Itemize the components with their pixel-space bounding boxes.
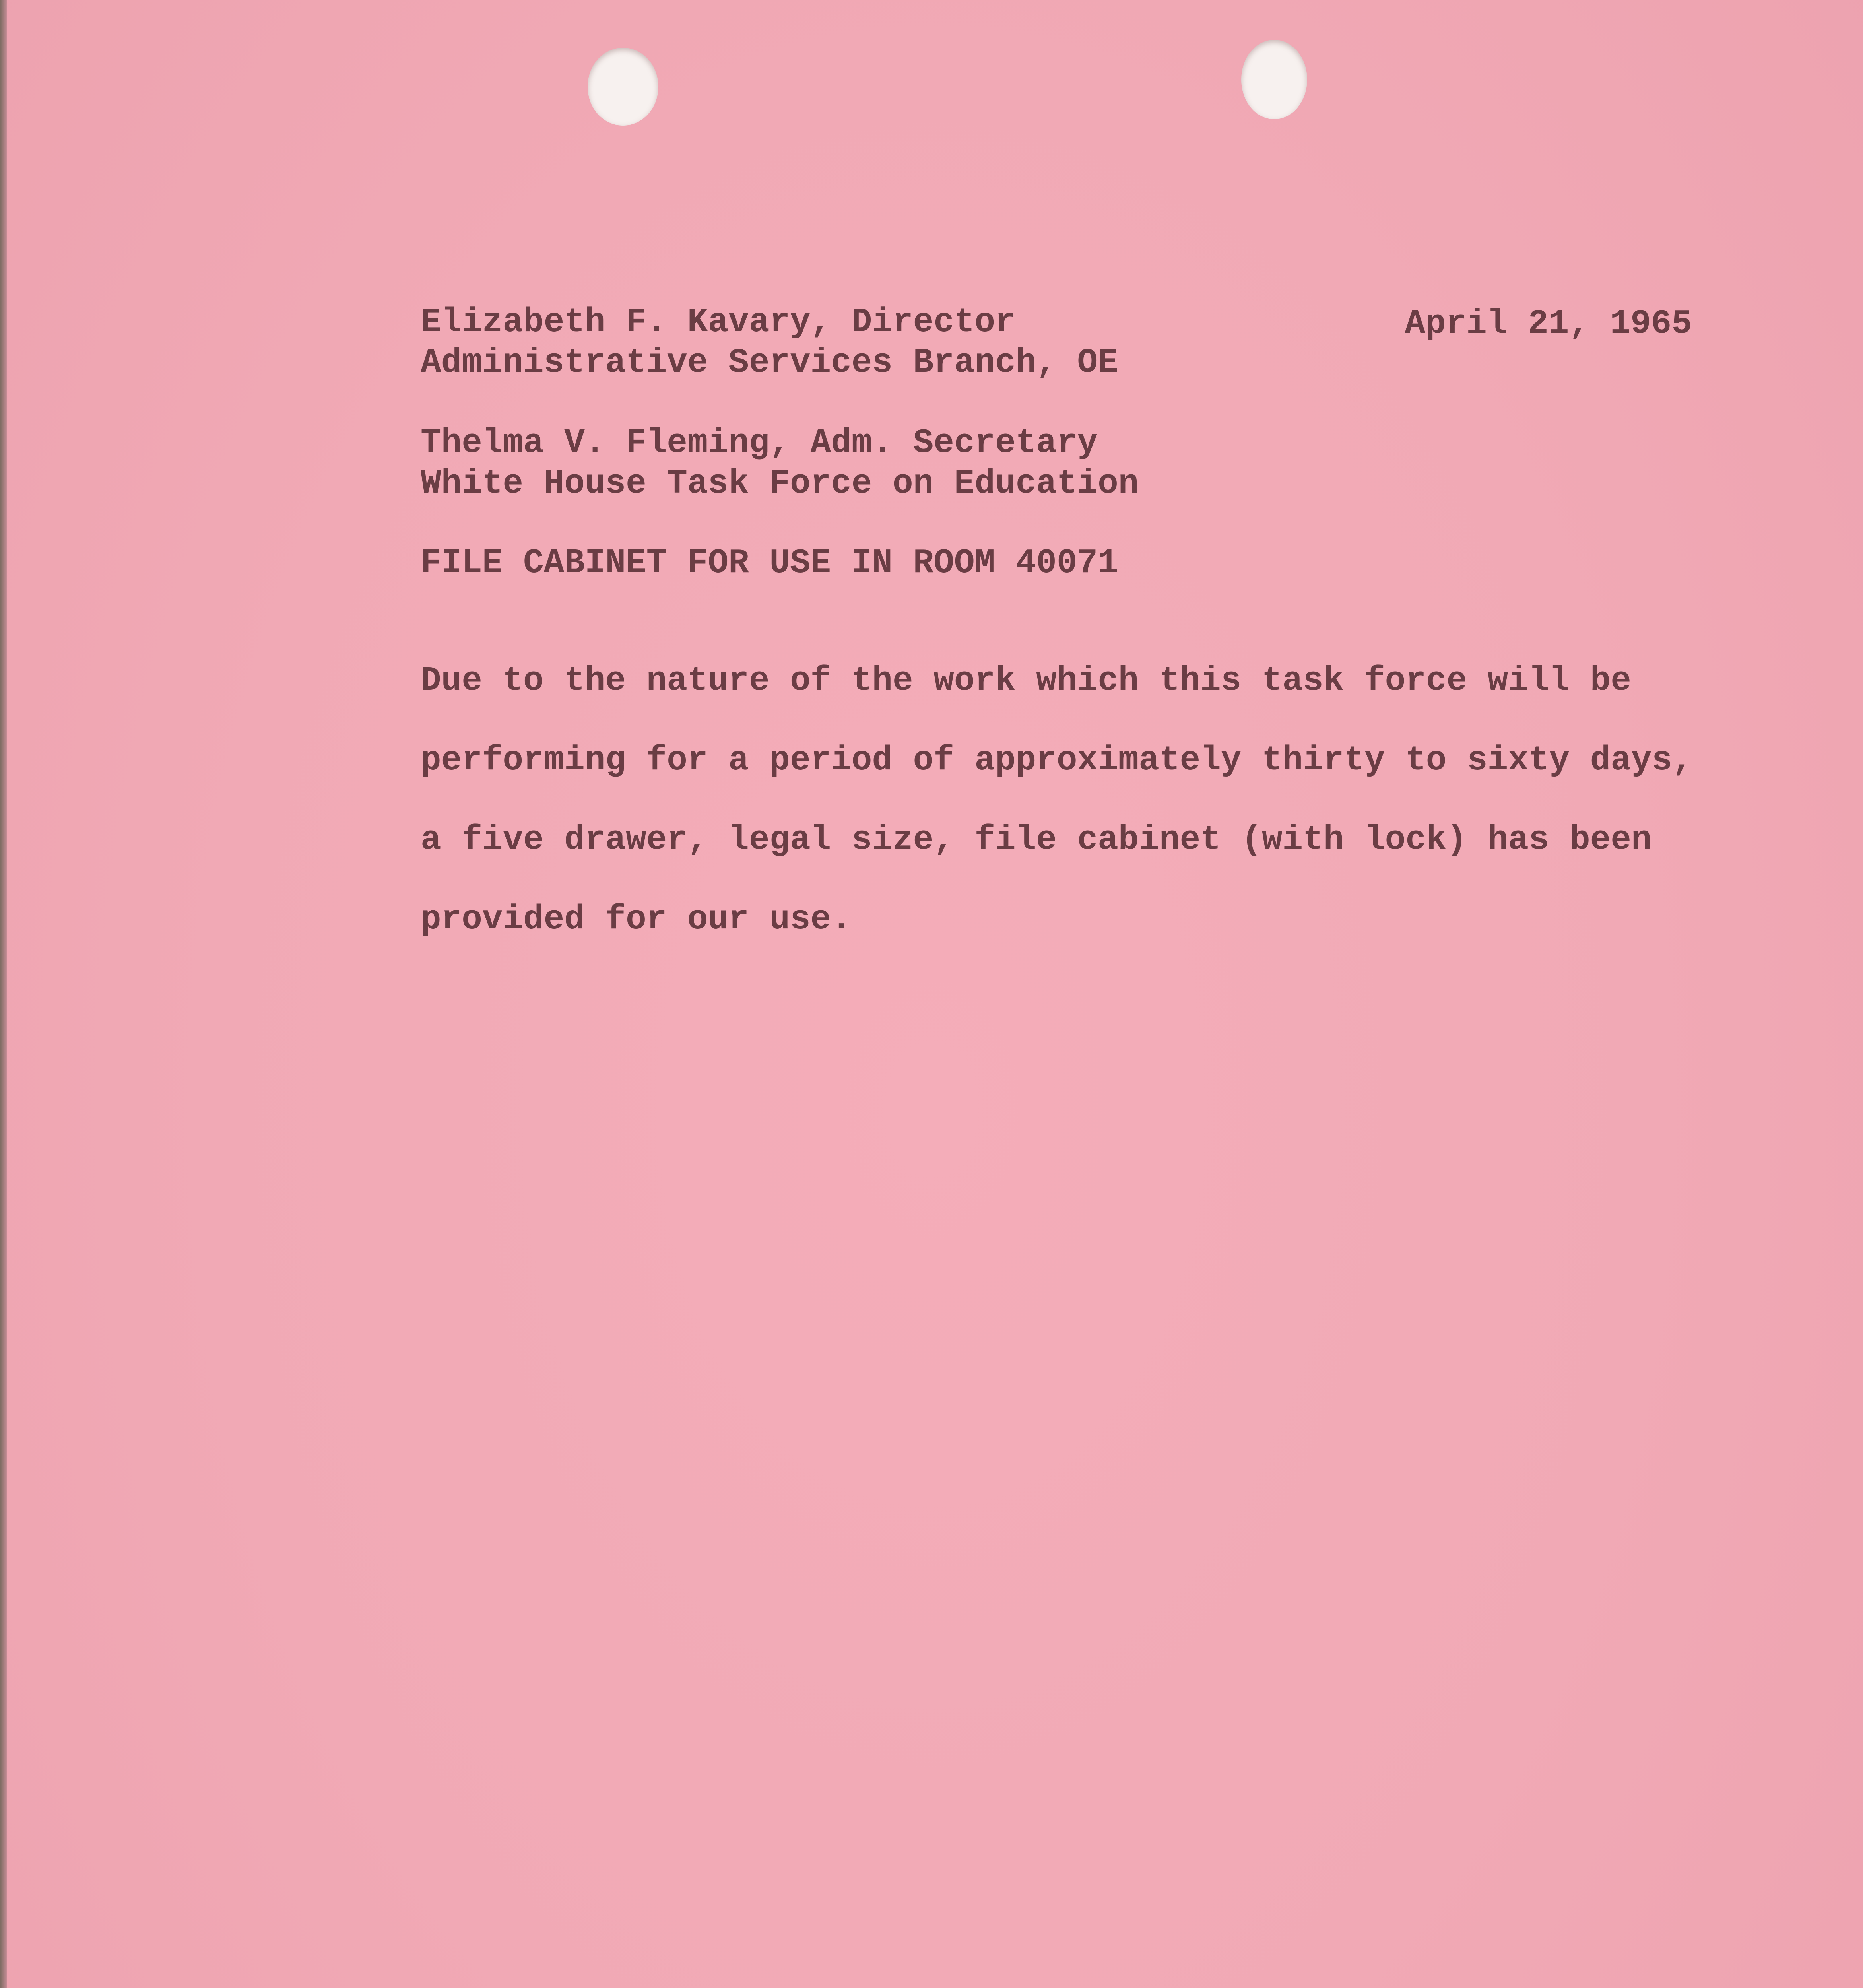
- body-line: provided for our use.: [421, 900, 852, 939]
- punch-hole-right: [1241, 40, 1307, 119]
- body-line: performing for a period of approximately thirty to sixty days,: [421, 741, 1693, 780]
- memo-body: [421, 661, 1733, 979]
- to-name: Thelma V. Fleming, Adm. Secretary: [421, 423, 1098, 462]
- punch-hole-left: [588, 48, 658, 126]
- memo-date: April 21, 1965: [1405, 304, 1692, 343]
- from-name: Elizabeth F. Kavary, Director: [421, 303, 1016, 342]
- body-line: Due to the nature of the work which this task force will be: [421, 661, 1631, 700]
- body-line: a five drawer, legal size, file cabinet (with lock) has been: [421, 820, 1652, 859]
- to-office: White House Task Force on Education: [421, 464, 1139, 503]
- memo-subject: FILE CABINET FOR USE IN ROOM 40071: [421, 544, 1118, 582]
- from-office: Administrative Services Branch, OE: [421, 343, 1118, 382]
- scan-edge: [0, 0, 7, 1988]
